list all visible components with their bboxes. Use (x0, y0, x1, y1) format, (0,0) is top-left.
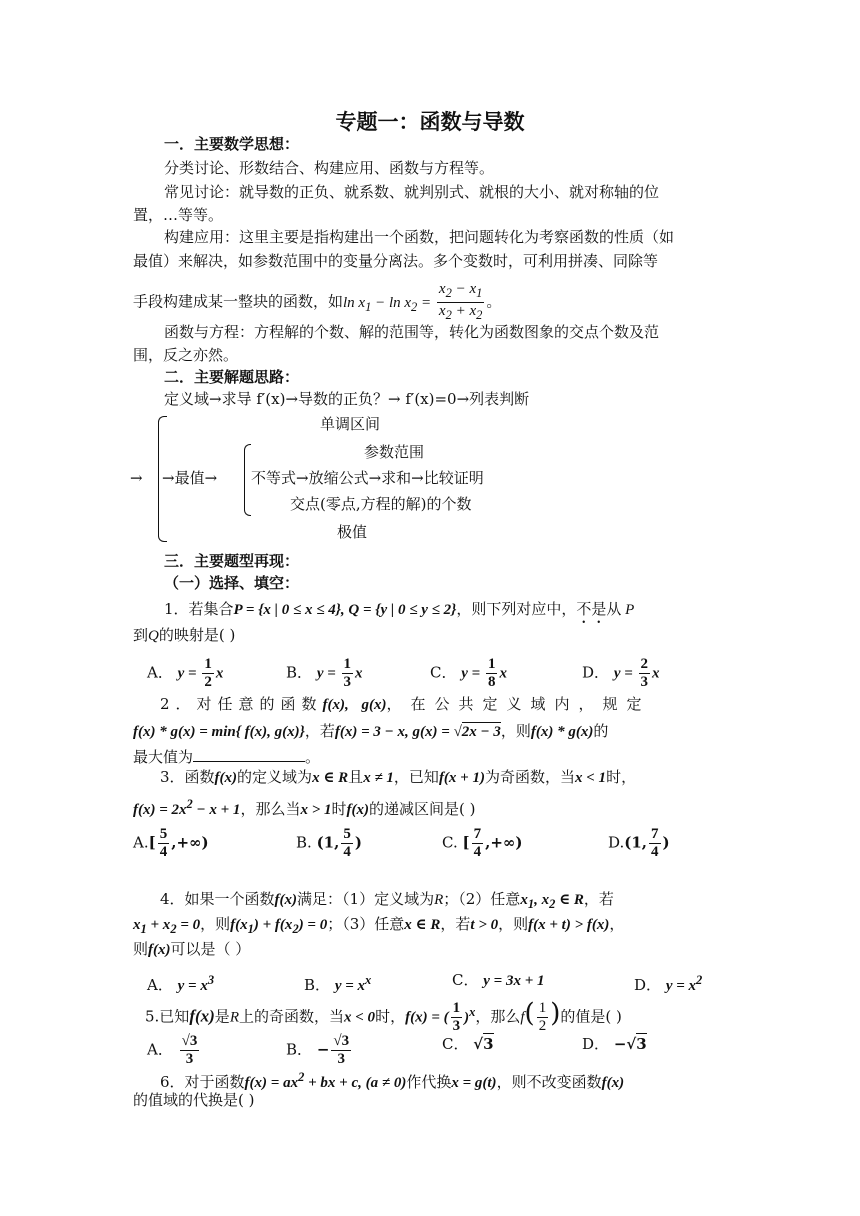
q5-option-c: C． √3 (442, 1035, 494, 1053)
q4-option-b-label: B． (304, 976, 331, 994)
q2-text-a: 2．对任意的函数 (160, 695, 323, 713)
q1-text-c: 从 (606, 600, 622, 618)
s1-line3a: 构建应用：这里主要是指构建出一个函数，把问题转化为考察函数的性质（如 (164, 228, 675, 246)
q1-text-d: 到 (133, 626, 149, 644)
q4-text-f: ；（3）任意 (327, 915, 405, 933)
q2-text-e: 的 (593, 722, 609, 740)
q1-option-c: C． y = $\frac{1}{8}$ x (430, 656, 507, 690)
s1-line4b: 围，反之亦然。 (133, 346, 239, 364)
q1-not: 不是 (576, 600, 607, 618)
q3-option-a-label: A. (133, 833, 149, 852)
flow-arrow: → (130, 469, 143, 487)
branch-max: →最值→ (162, 469, 218, 487)
q1-line1: 1．若集合P = {x | 0 ≤ x ≤ 4}, Q = {y | 0 ≤ y ≤ 2}，则下列对应中，不是从 P (164, 600, 635, 618)
q4-text-b: 满足：（1）定义域为 (297, 890, 435, 908)
s1-line3b: 最值）来解决，如参数范围中的变量分离法。多个变数时，可利用拼凑、同除等 (133, 252, 659, 270)
q1-option-b: B． y = $\frac{1}{3}$ x (286, 656, 363, 690)
q6-text-c: ，则不改变函数 (496, 1073, 602, 1091)
q1-option-b-label: B． (286, 663, 313, 682)
q6-line1: 6．对于函数$f(x) = ax^2$ + bx + c, (a ≠ 0)作代换x = g(t)，则不改变函数f(x) (160, 1070, 625, 1091)
q3-option-b: B. (1, $\frac{5}{4}$ ) (296, 826, 362, 860)
q3-text-a: 3．函数 (160, 768, 215, 786)
q3-line1: 3．函数f(x)的定义域为x ∈ R且x ≠ 1，已知f(x + 1)为奇函数，当x < 1时， (160, 768, 637, 786)
q3-option-b-label: B. (296, 833, 312, 852)
q5-option-b: B． − $\frac{√3}{3}$ (286, 1033, 350, 1067)
q2-text-b: ，在公共定义域内，规定 (386, 695, 651, 713)
q1-option-a: A． y = $\frac{1}{2}$ x (147, 656, 224, 690)
q2-text-f: 最大值为 (133, 748, 194, 766)
s1-line2a: 常见讨论：就导数的正负、就系数、就判别式、就根的大小、就对称轴的位 (164, 183, 660, 201)
sub-inequality: 不等式→放缩公式→求和→比较证明 (251, 469, 484, 487)
sub-param-range: 参数范围 (364, 443, 425, 461)
q4-text-e: ，则 (200, 915, 231, 933)
q5-option-a-label: A． (147, 1040, 173, 1059)
q3-text-d: ，已知 (393, 768, 439, 786)
q3-option-d: D.(1, $\frac{7}{4}$ ) (608, 826, 670, 860)
inner-brace (244, 444, 251, 516)
section-2-heading: 二．主要解题思路： (164, 368, 300, 386)
q2-text-c: ，若 (304, 722, 335, 740)
q1-option-d: D． y = $\frac{2}{3}$ x (582, 656, 660, 690)
page-title: 专题一：函数与导数 (335, 109, 525, 134)
s1-line1: 分类讨论、形数结合、构建应用、函数与方程等。 (164, 159, 495, 177)
q4-text-i: ， (609, 915, 625, 933)
q6-line2: 的值域的代换是( ) (133, 1091, 255, 1109)
s1-line4a: 函数与方程：方程解的个数、解的范围等，转化为函数图象的交点个数及范 (164, 323, 660, 341)
q1-text-e: 的映射是( ) (158, 626, 236, 644)
s1-line2b: 置，…等等。 (133, 206, 224, 224)
q5-option-a: A． $\frac{√3}{3}$ (147, 1033, 198, 1067)
q3-option-c: C. [ $\frac{7}{4}$ ,+∞) (442, 826, 523, 860)
q5-text-a: 5.已知 (145, 1007, 190, 1026)
ln-formula: $\ln x_1 - \ln x_2$ = (343, 294, 435, 314)
q5-text-b: 是 (214, 1007, 230, 1026)
q3-text-b: 的定义域为 (237, 768, 313, 786)
q4-option-a: A． $y = x^3$ (147, 973, 215, 994)
q4-text-g: ，若 (440, 915, 471, 933)
q4-text-a: 4．如果一个函数 (160, 890, 275, 908)
q4-option-b: B． $y = x^x$ (304, 973, 372, 994)
q1-option-c-label: C． (430, 663, 457, 682)
q5-text-d: 时， (375, 1007, 406, 1026)
q4-line2: $x_1 + x_2 = 0$，则$f(x_1) + f(x_2) = 0$；（3）任意x ∈ R，若t > 0，则f(x + t) > f(x)， (133, 915, 625, 936)
q5-option-b-label: B． (286, 1040, 313, 1059)
q4-text-h: ，则 (498, 915, 529, 933)
q5-text-e: ，那么 (475, 1007, 521, 1026)
q4-text-k: 可以是（ ） (170, 940, 251, 958)
q3-line2: $f(x) = 2x^2 - x + 1$，那么当x > 1时f(x)的递减区间是( ) (133, 797, 476, 818)
q3-option-a: A.[ $\frac{5}{4}$ ,+∞) (133, 826, 209, 860)
q5-option-d-label: D． (582, 1035, 610, 1053)
q3-text-i: 的递减区间是( ) (369, 800, 476, 818)
q1-option-a-label: A． (147, 663, 173, 682)
section-3-subheading: （一）选择、填空： (164, 574, 300, 592)
q5-line1: 5.已知f(x)是R上的奇函数，当x < 0时，f(x) = ( $\frac{1}{3}$ )$^x$，那么f( $\frac{1}{2}$ )的值是( ) (145, 998, 622, 1034)
q2-line3 (133, 746, 320, 768)
q3-text-c: 且 (348, 768, 364, 786)
q3-text-f: 时， (606, 768, 637, 786)
branch-extremum: 极值 (337, 523, 368, 541)
q4-text-d: ，若 (583, 890, 614, 908)
q4-line1: 4．如果一个函数f(x)满足：（1）定义域为R；（2）任意$x_1$, $x_2$ ∈ R，若 (160, 890, 614, 911)
q5-option-d: D． −√3 (582, 1035, 647, 1053)
q4-option-d: D． $y = x^2$ (634, 973, 703, 994)
q3-text-e: 为奇函数，当 (484, 768, 575, 786)
q2-text-d: ，则 (500, 722, 531, 740)
q1-text-b: ，则下列对应中， (456, 600, 577, 618)
section-3-heading: 三．主要题型再现： (164, 552, 300, 570)
q4-option-d-label: D． (634, 976, 662, 994)
q4-text-j: 则 (133, 940, 149, 958)
s1-line3c: 手段构建成某一整块的函数，如$\ln x_1 - \ln x_2$ = $\frac{x_2 - x_1}{x_2 + x_2}$ 。 (133, 281, 502, 322)
branch-monotonic: 单调区间 (320, 415, 381, 433)
q1-text-a: 1．若集合 (164, 600, 234, 618)
q5-text-f: 的值是( ) (560, 1007, 622, 1026)
q2-answer-blank[interactable] (193, 747, 305, 762)
flow-line: 定义域→求导 f′(x)→导数的正负？→ f′(x)=0→列表判断 (164, 390, 530, 408)
q6-text-b: 作代换 (406, 1073, 452, 1091)
q4-option-a-label: A． (147, 976, 173, 994)
q1-sets: P = {x | 0 ≤ x ≤ 4}, Q = {y | 0 ≤ y ≤ 2} (233, 602, 457, 618)
q4-text-c: ；（2）任意 (443, 890, 521, 908)
s1-line3c-text: 手段构建成某一整块的函数，如 (133, 292, 344, 311)
formula-fraction: $\frac{x_2 - x_1}{x_2 + x_2}$ (438, 281, 483, 322)
q1-option-d-label: D． (582, 663, 610, 682)
sub-intersection: 交点(零点,方程的解)的个数 (290, 495, 472, 513)
q4-option-c: C． y = 3x + 1 (452, 971, 545, 989)
q5-text-c: 上的奇函数，当 (238, 1007, 344, 1026)
q3-option-d-label: D. (608, 833, 625, 852)
q4-option-c-label: C． (452, 971, 479, 989)
q2-line2: f(x) * g(x) = min{ f(x), g(x)}，若f(x) = 3 − x, g(x) = √2x − 3，则f(x) * g(x)的 (133, 722, 609, 740)
section-1-heading: 一．主要数学思想： (164, 135, 300, 153)
q2-text-g: 。 (305, 748, 321, 766)
q1-line2: 到Q的映射是( ) (133, 626, 236, 644)
q3-text-h: 时 (331, 800, 347, 818)
q4-line3: 则f(x)可以是（ ） (133, 940, 251, 958)
q6-text-a: 6．对于函数 (160, 1073, 245, 1091)
q5-option-c-label: C． (442, 1035, 469, 1053)
q2-line1: 2．对任意的函数f(x), g(x)，在公共定义域内，规定 (160, 695, 651, 713)
q3-text-g: ，那么当 (240, 800, 301, 818)
